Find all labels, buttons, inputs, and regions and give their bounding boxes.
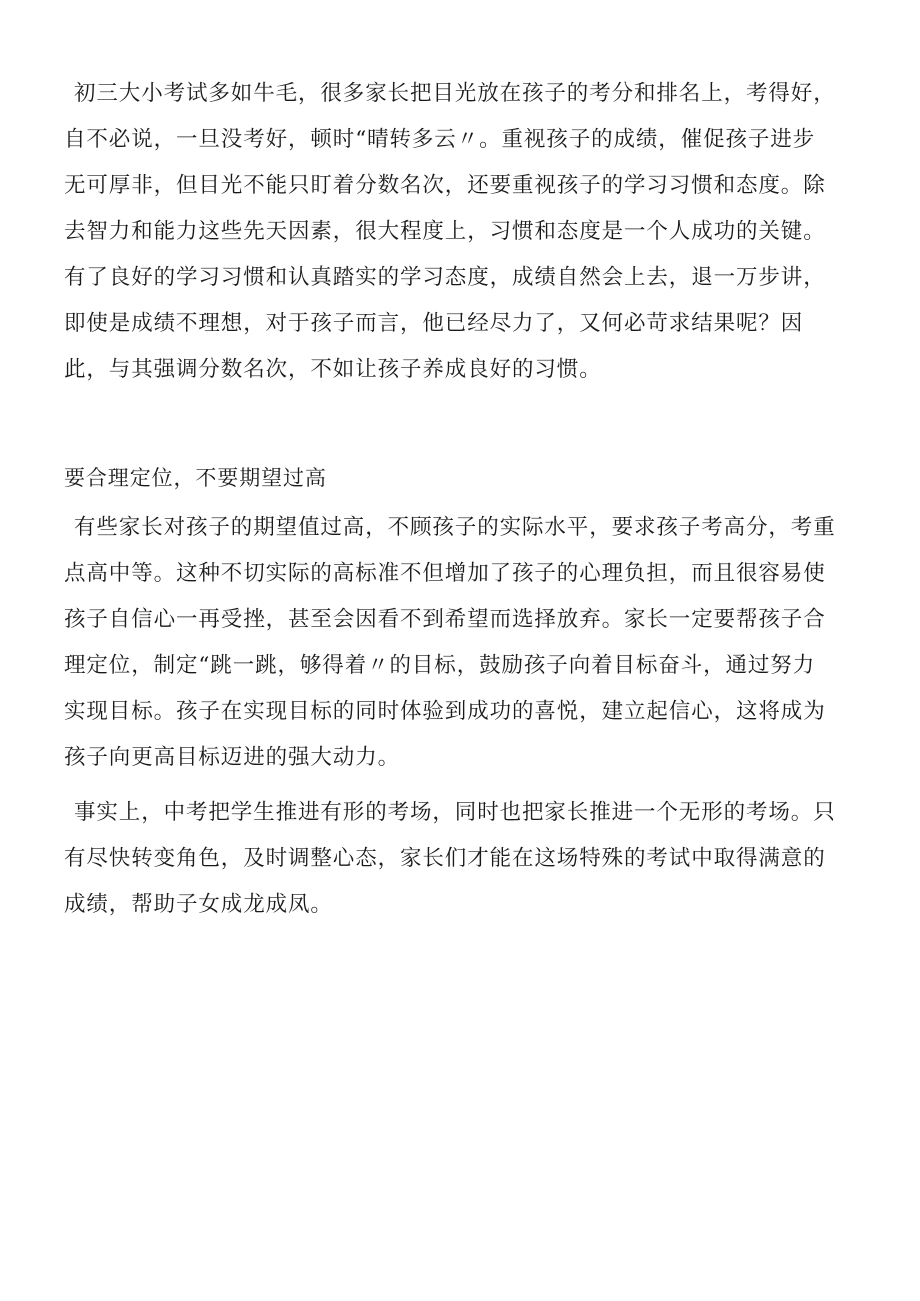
paragraph-line: 点高中等。这种不切实际的高标准不但增加了孩子的心理负担，而且很容易使 xyxy=(64,561,826,586)
paragraph-line: 初三大小考试多如牛毛，很多家长把目光放在孩子的考分和排名上，考得好， xyxy=(74,81,836,106)
paragraph-line: 孩子自信心一再受挫，甚至会因看不到希望而选择放弃。家长一定要帮孩子合 xyxy=(64,607,826,632)
paragraph-line: 事实上，中考把学生推进有形的考场，同时也把家长推进一个无形的考场。只 xyxy=(74,800,836,825)
paragraph-line: 自不必说，一旦没考好，顿时“晴转多云〃。重视孩子的成绩，催促孩子进步 xyxy=(64,127,816,152)
paragraph-line: 孩子向更高目标迈进的强大动力。 xyxy=(64,745,401,770)
paragraph-line: 成绩，帮助子女成龙成凤。 xyxy=(64,892,333,917)
paragraph-line: 有尽快转变角色，及时调整心态，家长们才能在这场特殊的考试中取得满意的 xyxy=(64,846,826,871)
paragraph-line: 去智力和能力这些先天因素，很大程度上，习惯和态度是一个人成功的关键。 xyxy=(64,219,826,244)
paragraph-line: 有些家长对孩子的期望值过高，不顾孩子的实际水平，要求孩子考高分，考重 xyxy=(74,515,836,540)
paragraph-line: 即使是成绩不理想，对于孩子而言，他已经尽力了，又何必苛求结果呢？因 xyxy=(64,311,804,336)
paragraph-line: 理定位，制定“跳一跳，够得着〃的目标，鼓励孩子向着目标奋斗，通过努力 xyxy=(64,653,816,678)
paragraph-line: 此，与其强调分数名次，不如让孩子养成良好的习惯。 xyxy=(64,357,602,382)
section-heading-text: 要合理定位，不要期望过高 xyxy=(64,466,327,490)
paragraph-line: 无可厚非，但目光不能只盯着分数名次，还要重视孩子的学习习惯和态度。除 xyxy=(64,173,826,198)
paragraph-line: 实现目标。孩子在实现目标的同时体验到成功的喜悦，建立起信心，这将成为 xyxy=(64,699,826,724)
paragraph-line: 有了良好的学习习惯和认真踏实的学习态度，成绩自然会上去，退一万步讲， xyxy=(64,265,826,290)
